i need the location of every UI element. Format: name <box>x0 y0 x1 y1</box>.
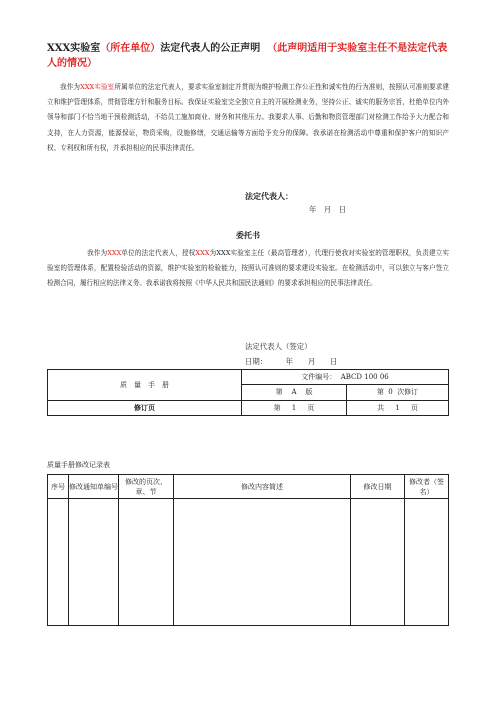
doc-number-label: 文件编号： <box>301 373 337 382</box>
cell-empty <box>69 499 119 626</box>
authorization-title: 委托书 <box>236 230 260 240</box>
manual-header-table <box>47 369 449 416</box>
revision-page-label: 修订页 <box>48 400 242 415</box>
statement-signature-label: 法定代表人： <box>245 191 293 201</box>
cell-empty <box>174 499 351 626</box>
doc-number-cell <box>242 370 449 385</box>
cell-empty <box>405 499 449 626</box>
table-row <box>48 499 449 626</box>
edition-di: 第 <box>275 388 283 397</box>
revision-log-table <box>47 474 449 626</box>
page-value: 1 <box>291 403 297 412</box>
auth-body-person: XXX <box>195 249 210 257</box>
edition-cell <box>242 385 347 400</box>
authorization-signature-label: 法定代表人（签定） <box>245 342 312 351</box>
revision-di: 第 <box>376 388 384 397</box>
statement-title <box>47 41 452 71</box>
statement-body-start: 我作为 <box>60 83 81 91</box>
revision-value: 0 <box>388 388 393 397</box>
total-gong: 共 <box>377 403 385 412</box>
auth-body-mid: 单位的法定代表人，授权 <box>121 249 196 257</box>
edition-ban: 版 <box>305 388 313 397</box>
statement-date-label: 年 月 日 <box>309 205 346 214</box>
col-pages: 修改的页次、章、节 <box>119 475 174 499</box>
statement-body <box>47 80 449 156</box>
page-number-cell <box>242 400 347 415</box>
revision-cell <box>347 385 449 400</box>
authorization-body <box>47 246 449 292</box>
cell-empty <box>48 499 69 626</box>
revision-log-title: 质量手册修改记录表 <box>47 461 110 469</box>
doc-number-value: ABCD 100 06 <box>340 373 389 382</box>
col-signer: 修改者（签名） <box>405 475 449 499</box>
auth-body-unit: XXX <box>107 249 122 257</box>
total-pages-cell <box>347 400 449 415</box>
total-ye: 页 <box>410 403 418 412</box>
statement-body-lab: XXX实验室 <box>80 83 115 91</box>
title-lab-name: XXX实验室 <box>47 43 101 54</box>
title-note: （此声明适用于实验室主任不是法定代表人的情况） <box>47 43 448 69</box>
col-content: 修改内容简述 <box>174 475 351 499</box>
authorization-date-label: 日期： 年 月 日 <box>245 357 338 366</box>
total-value: 1 <box>395 403 400 412</box>
manual-label: 质 量 手 册 <box>48 370 242 401</box>
revision-label: 次修订 <box>397 388 419 397</box>
col-date: 修改日期 <box>351 475 405 499</box>
col-notice-no: 修改通知单编号 <box>69 475 119 499</box>
edition-value: A <box>291 388 297 397</box>
cell-empty <box>119 499 174 626</box>
page-ye: 页 <box>307 403 315 412</box>
statement-body-rest: 所属单位的法定代表人，要求实验室制定并贯彻为维护检测工作公正性和诚实性的行为准则，按照认可准则要求建立和维护管理体系，贯彻管理方针和服务目标。我保证实验室完全独立自主的开展检测业务，坚持公正、诚实的服务宗旨，杜绝单位内外领导和部门不恰当地干预检测活动，不给员工施加商业、财务和其他压力。我要求人事、后勤和物资管理部门对检测工作给予大力配合和支持，在人力资源，能源保证，物资采购，设施修缮，交通运输等方面给予充分的保障。我承诺在检测活动中尊重和保护客户的知识产权、专利权和所有权，并承担相应的民事法律责任。 <box>47 83 450 152</box>
title-main: 法定代表人的公正声明 <box>160 43 261 54</box>
col-seq: 序号 <box>48 475 69 499</box>
cell-empty <box>351 499 405 626</box>
auth-body-rest: 为XXX实验室主任（最高管理者），代理行使我对实验室的管理职权，负责建立实验室的管理体系，配置检验活动的资源，维护实验室的检验能力，按照认可准则的要求建设实验室。在检测活动中，可以独立与客户签立检测合同，履行相应的法律义务。我承诺我将按照《中华人民共和国民法通则》的要求承担相应的民事法律责任。 <box>47 249 450 288</box>
title-unit: （所在单位） <box>100 43 161 54</box>
auth-body-start: 我作为 <box>87 249 108 257</box>
page-di: 第 <box>273 403 281 412</box>
